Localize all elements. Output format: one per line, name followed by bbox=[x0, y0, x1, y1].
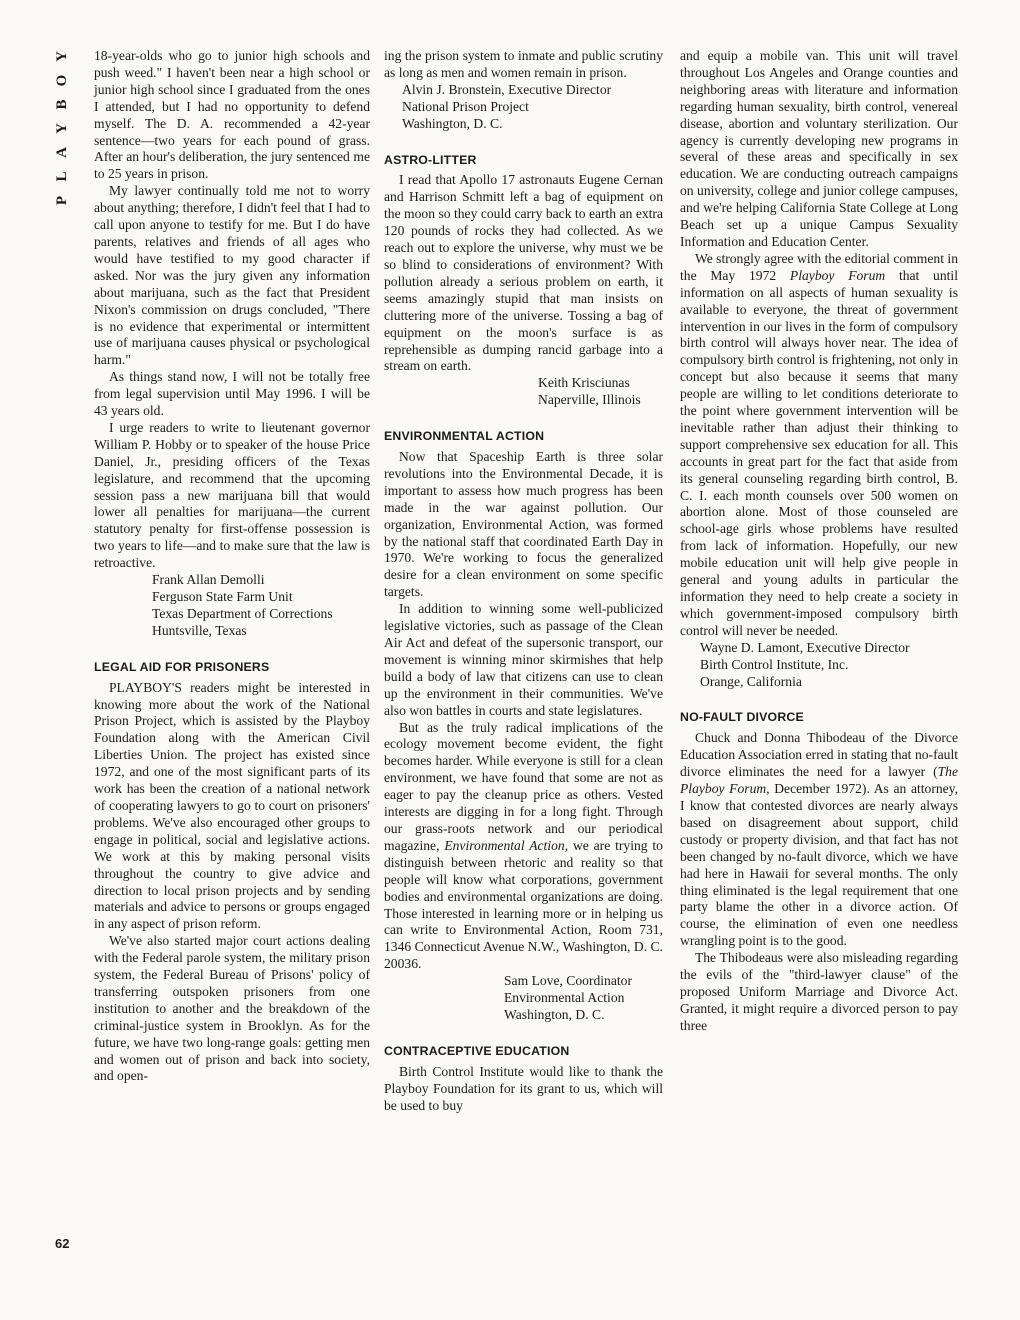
signature-line: Huntsville, Texas bbox=[152, 622, 247, 638]
paragraph-text: We strongly agree with the editorial comment in the May 1972 bbox=[680, 250, 958, 283]
masthead-letter: O bbox=[54, 73, 70, 87]
paragraph: I read that Apollo 17 astronauts Eugene Cernan and Harrison Schmitt left a bag of equipment on the moon so they could carry back to earth an extra 120 pounds of rocks they had collected. As we reach out to explore the universe, why must we be so blind to considerations of environment? With pollution already a serious problem on earth, it seems amazingly stupid that man insists on cluttering more of the universe. Tossing a bag of equipment on the moon's surface is as reprehensible as dumping rancid garbage into a stream on earth. bbox=[384, 172, 663, 374]
letter-signature bbox=[504, 973, 663, 1024]
masthead-letter: P bbox=[54, 194, 70, 206]
magazine-title: The Playboy Forum, bbox=[680, 764, 958, 797]
section-heading: NO-FAULT DIVORCE bbox=[680, 710, 804, 725]
paragraph bbox=[384, 720, 663, 974]
masthead-letter: A bbox=[54, 146, 70, 158]
masthead-letter: B bbox=[54, 98, 70, 110]
signature-line: Wayne D. Lamont, Executive Director bbox=[700, 639, 910, 655]
paragraph: The Thibodeaus were also misleading regarding the evils of the "third-lawyer clause" of the proposed Uniform Marriage and Divorce Act. Granted, it might require a divorced person to pay three bbox=[680, 950, 958, 1033]
paragraph: and equip a mobile van. This unit will travel throughout Los Angeles and Orange counties and neighboring areas with literature and information regarding human sexuality, birth control, venereal disease, abortion and voluntary sterilization. Our agency is currently developing new programs in several of these areas and specifically in sex education. We are conducting outreach campaigns on university, college and junior college campuses, and we're helping California State College at Long Beach set up a unique Campus Sexuality Information and Education Center. bbox=[680, 48, 958, 249]
signature-line: Orange, California bbox=[700, 673, 802, 689]
magazine-title: Playboy Forum bbox=[789, 267, 886, 283]
paragraph-text: readers might be interested in knowing more about the work of the National Prison Project, which is assisted by the Playboy Foundation along with the American Civil Liberties Union. The project has existed since 1972, and one of the most significant parts of its work has been the creation of a national network of cooperating lawyers to go to court on prisoners' problems. We've also encouraged other groups to engage in political, social and legislative actions. We work at this by making personal visits throughout the country to give advice and direction to local prison projects and by sending materials and advice to persons or groups engaged in any aspect of prison reform. bbox=[94, 679, 370, 932]
column-3 bbox=[680, 48, 958, 1035]
paragraph bbox=[680, 730, 958, 950]
section-heading: ENVIRONMENTAL ACTION bbox=[384, 429, 545, 444]
letter-signature bbox=[402, 82, 663, 133]
signature-line: National Prison Project bbox=[402, 98, 529, 114]
paragraph: 18-year-olds who go to junior high schools and push weed." I haven't been near a high school or junior high school since I graduated from the ones I attended, but I had no opportunity to defend myself. The D. A. recommended a 42-year sentence—two years for each pound of grass. After an hour's deliberation, the jury sentenced me to 25 years in prison. bbox=[94, 48, 370, 182]
paragraph: Now that Spaceship Earth is three solar revolutions into the Environmental Decade, it is important to assess how much progress has been made in the war against pollution. Our organization, Environmental Action, was formed by the national staff that coordinated Earth Day in 1970. We're working to focus the generalized desire for a clean environment on some specific targets. bbox=[384, 449, 663, 600]
paragraph: My lawyer continually told me not to worry about anything; therefore, I didn't feel that I had to call upon anyone to testify for me. But I do have parents, relatives and friends of all ages who would have testified to my good character if asked. Nor was the jury given any information about marijuana, such as the fact that President Nixon's commission on drugs concluded, "There is no evidence that experimental or intermittent use of marijuana causes physical or psychological harm." bbox=[94, 183, 370, 368]
signature-line: Keith Krisciunas bbox=[538, 375, 630, 391]
signature-line: Ferguson State Farm Unit bbox=[152, 589, 293, 604]
paragraph-text: Chuck and Donna Thibodeau of the Divorce Education Association erred in stating that no-fault divorce eliminates the need for a lawyer ( bbox=[680, 730, 958, 780]
signature-line: Environmental Action bbox=[504, 990, 625, 1006]
paragraph-text: But as the truly radical implications of the ecology movement become evident, the fight becomes harder. While everyone is still for a clean environment, we have found that some are not as eager to pay the cleanup price as others. Vested interests are digging in for a long fight. Through our grass-roots network and our periodical magazine, bbox=[384, 719, 663, 853]
paragraph: We've also started major court actions dealing with the Federal parole system, the military prison system, the Federal Bureau of Prisons' policy of transferring outspoken prisoners from one institution to another and the breakdown of the criminal-justice system in Brooklyn. As for the future, we have two long-range goals: getting men and women out of prison and back into society, and open- bbox=[94, 933, 370, 1084]
column-2 bbox=[384, 48, 663, 1114]
signature-line: Washington, D. C. bbox=[504, 1006, 605, 1022]
paragraph: As things stand now, I will not be totally free from legal supervision until May 1996. I will be 43 years old. bbox=[94, 369, 370, 419]
paragraph-text: we are trying to distinguish between rhetoric and reality so that people will know what corporations, government bodies and environmental organizations are doing. Those interested in learning more or in helping us can write to Environmental Action, Room 731, 1346 Connecticut Avenue N.W., Washington, D. C. 20036. bbox=[384, 837, 663, 972]
letter-signature bbox=[700, 640, 958, 691]
signature-line: Texas Department of Corrections bbox=[152, 605, 333, 621]
section-heading: CONTRACEPTIVE EDUCATION bbox=[384, 1043, 570, 1058]
letter-signature bbox=[152, 572, 370, 640]
paragraph-text: December 1972). As an attorney, I know that contested divorces are nearly always based on disagreement about support, child custody or property division, and that fact has not been changed by no-fault divorce, which we have had here in Hawaii for several months. The only thing eliminated is the legal requirement that one party blame the other in a divorce action. Of course, the elimination of even one needless wrangling point is to the good. bbox=[680, 781, 958, 949]
magazine-masthead bbox=[50, 44, 74, 204]
paragraph bbox=[94, 680, 370, 934]
paragraph: Birth Control Institute would like to thank the Playboy Foundation for its grant to us, which will be used to buy bbox=[384, 1063, 663, 1113]
masthead-letter: L bbox=[54, 170, 70, 182]
signature-line: Frank Allan Demolli bbox=[152, 572, 265, 588]
section-heading: LEGAL AID FOR PRISONERS bbox=[94, 659, 270, 674]
magazine-name-smallcaps: PLAYBOY'S bbox=[108, 679, 182, 695]
paragraph: In addition to winning some well-publicized legislative victories, such as passage of the Clean Air Act and defeat of the supersonic transport, our movement is winning minor skirmishes that help build a body of law that citizens can use to clean up the environment in their communities. We've also won battles in courts and state legislatures. bbox=[384, 601, 663, 718]
signature-line: Alvin J. Bronstein, Executive Director bbox=[402, 81, 612, 97]
page-number: 62 bbox=[55, 1236, 70, 1251]
magazine-title: Environmental Action, bbox=[444, 837, 569, 853]
signature-line: Birth Control Institute, Inc. bbox=[700, 656, 849, 672]
signature-line: Naperville, Illinois bbox=[538, 392, 641, 408]
letter-signature bbox=[538, 375, 663, 409]
section-heading: ASTRO-LITTER bbox=[384, 152, 477, 167]
column-1 bbox=[94, 48, 370, 1085]
signature-line: Washington, D. C. bbox=[402, 115, 503, 131]
paragraph: ing the prison system to inmate and public scrutiny as long as men and women remain in prison. bbox=[384, 48, 663, 80]
paragraph bbox=[680, 251, 958, 640]
paragraph-text: that until information on all aspects of human sexuality is available to everyone, the threat of government intervention in our lives in the form of compulsory birth control will always hover near. The idea of compulsory birth control is frightening, not only in concept but also because it seems that many people are willing to let conditions deteriorate to the point where government intervention will be inevitable rather than adjust their thinking to support comprehensive sex education for all. This accounts in great part for the fact that aside from its general counseling regarding birth control, B. C. I. each month counsels over 500 women on abortion alone. Most of those counseled are school-age girls whose problems have resulted from lack of information. Hopefully, our new mobile education unit will help give people in general and young adults in particular the information they need to help create a society in which government-imposed compulsory birth control will never be needed. bbox=[680, 267, 958, 638]
masthead-letter: Y bbox=[54, 122, 70, 134]
paragraph: I urge readers to write to lieutenant governor William P. Hobby or to speaker of the house Price Daniel, Jr., presiding officers of the Texas legislature, and recommend that the upcoming session pass a new marijuana bill that would lower all penalties for marijuana—the current statutory penalty for first-offense possession is two years to life—and to make sure that the law is retroactive. bbox=[94, 419, 370, 571]
masthead-letter: Y bbox=[54, 50, 70, 62]
signature-line: Sam Love, Coordinator bbox=[504, 973, 632, 989]
